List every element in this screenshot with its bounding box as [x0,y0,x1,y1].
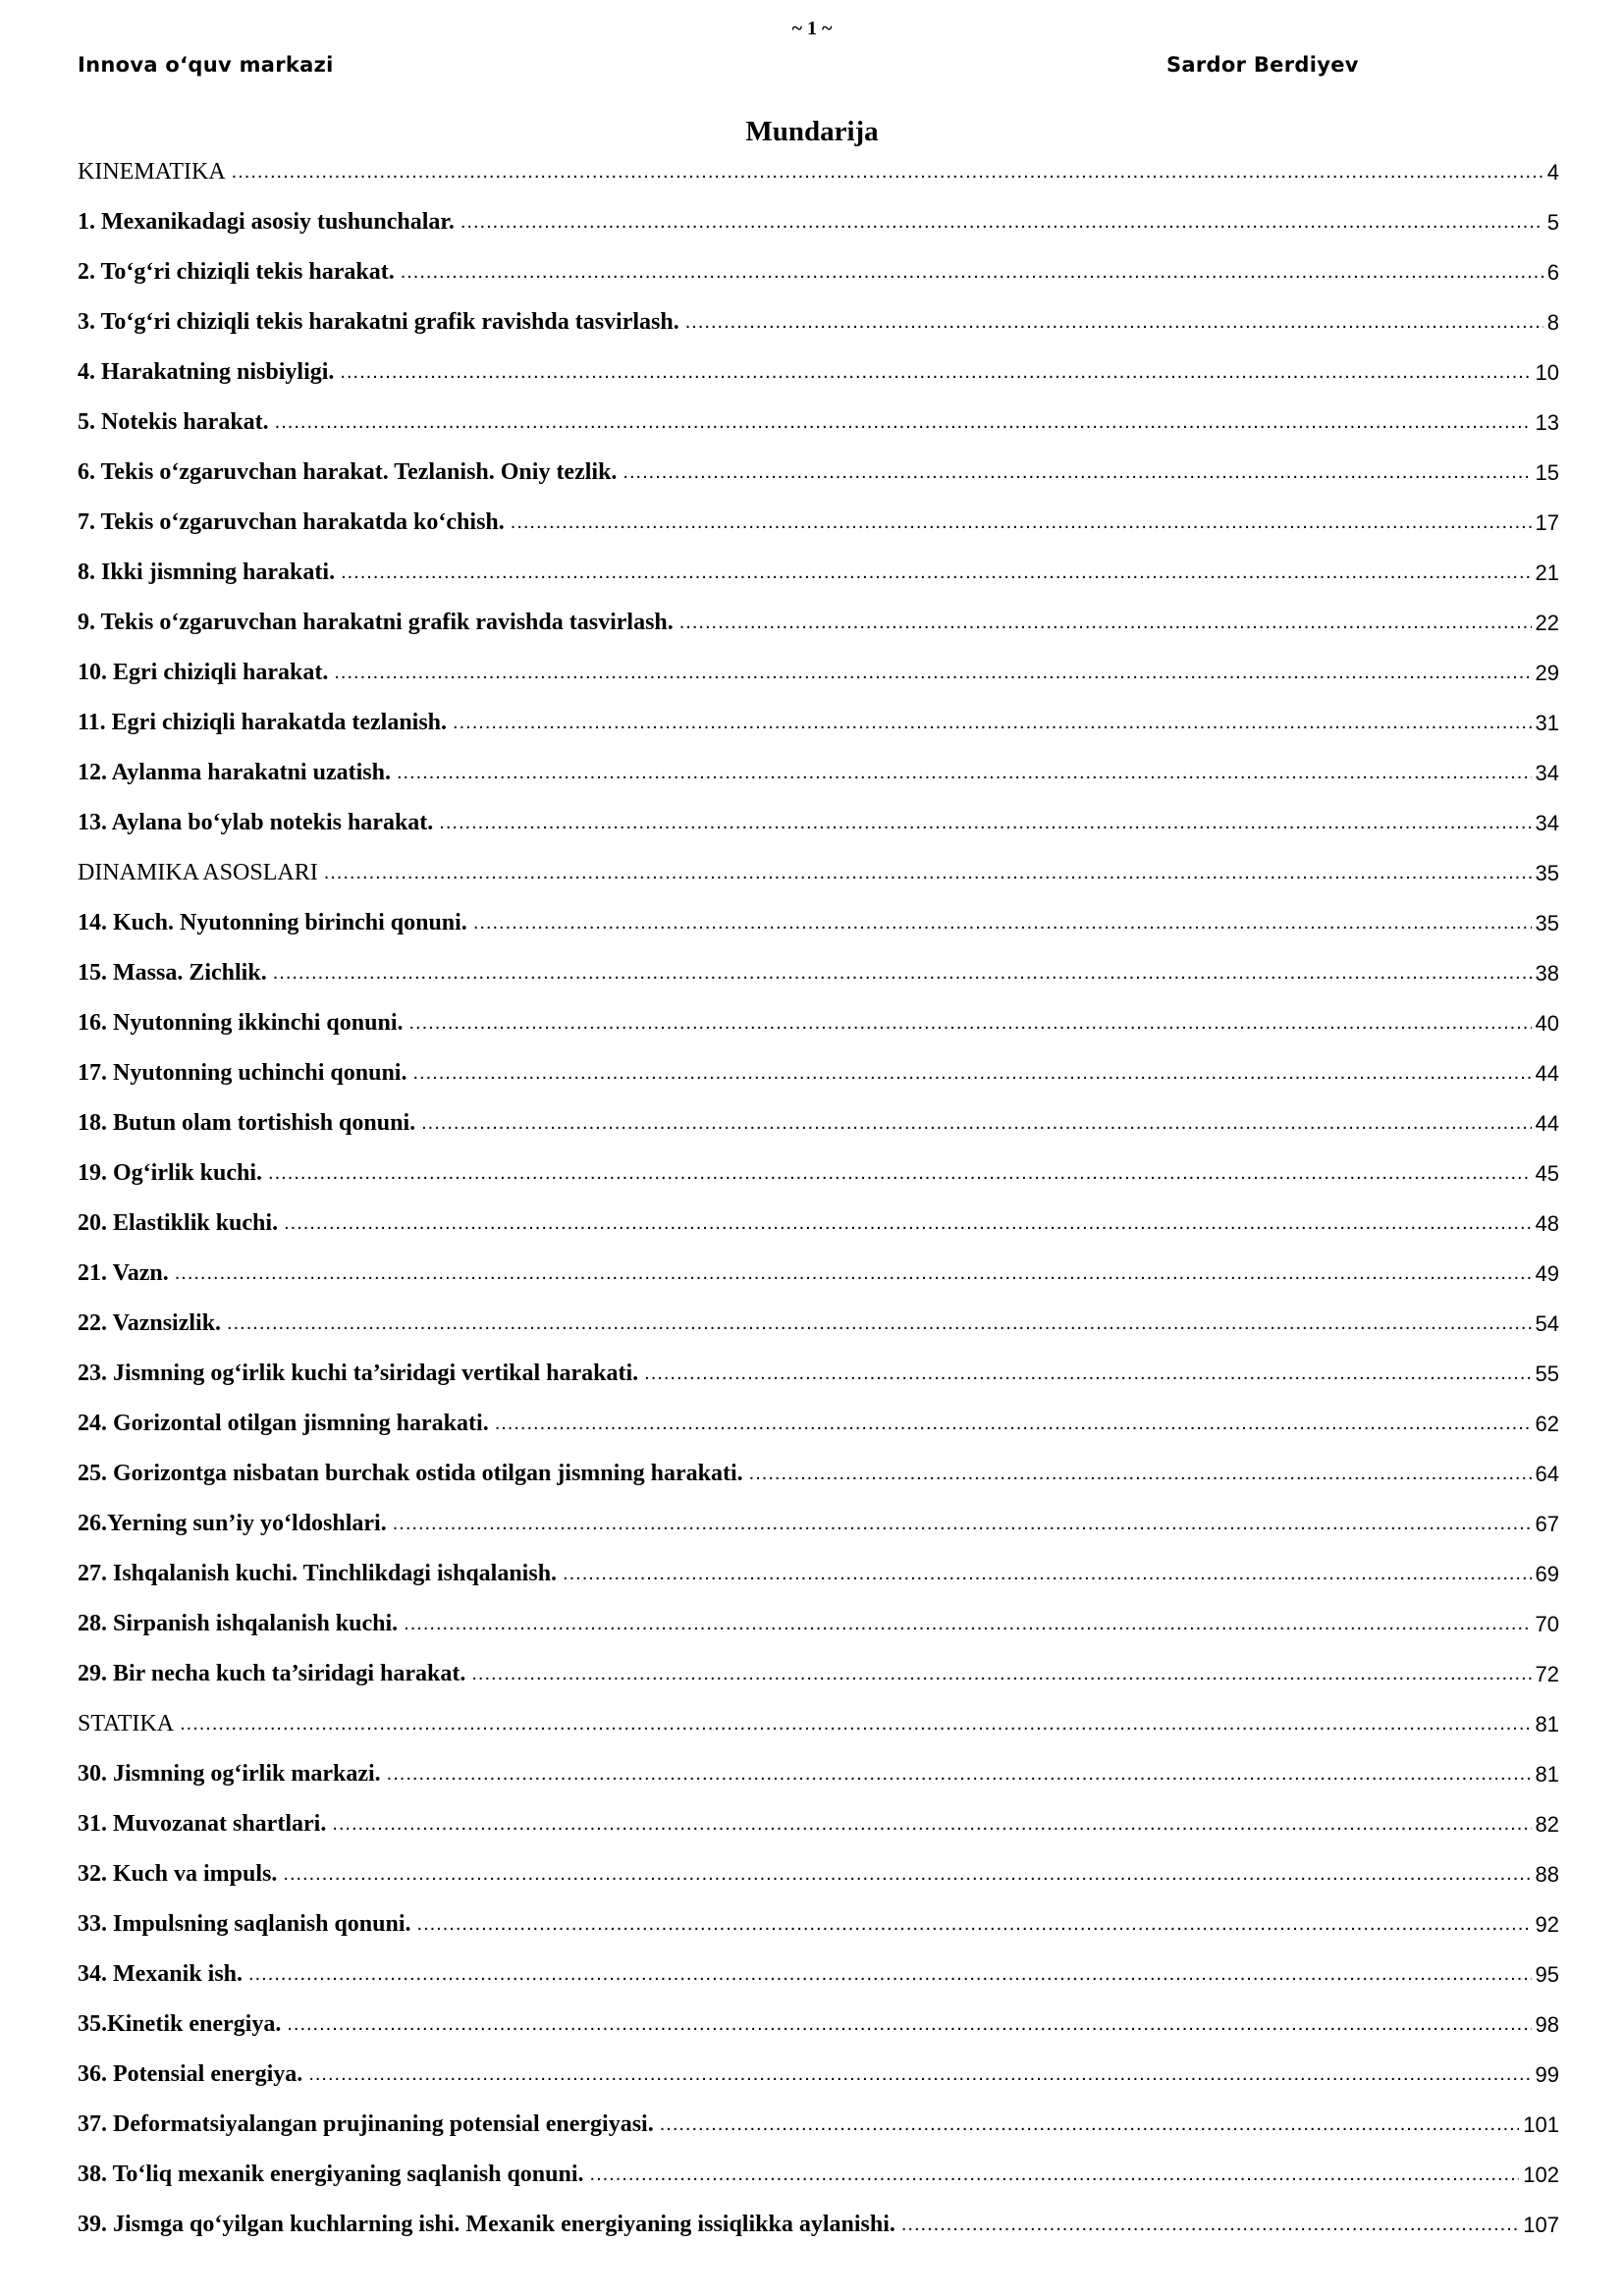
toc-entry[interactable] [78,1599,1559,1649]
toc-dot-leader [749,1463,1532,1485]
toc-entry[interactable] [78,798,1559,848]
toc-entry-title: 11. Egri chiziqli harakatda tezlanish. [78,710,448,735]
toc-entry-title: 37. Deformatsiyalangan prujinaning potensial energiyasi. [78,2111,654,2137]
toc-entry-title: 10. Egri chiziqli harakat. [78,660,329,685]
toc-page-number: 102 [1523,2162,1559,2187]
toc-entry[interactable] [78,1899,1559,1949]
toc-page-number: 8 [1546,309,1559,335]
toc-entry[interactable] [78,2150,1559,2200]
toc-dot-leader [439,812,1531,834]
toc-dot-leader [412,1062,1531,1085]
toc-page-number: 81 [1535,1711,1559,1736]
toc-entry[interactable] [78,347,1559,398]
toc-entry-title: 26.Yerning sun’iy yo‘ldoshlari. [78,1511,387,1536]
toc-page-number: 4 [1546,159,1559,185]
toc-page-number: 22 [1535,610,1559,635]
toc-dot-leader [685,311,1543,334]
toc-title: Mundarija [745,116,879,147]
toc-dot-leader [175,1262,1532,1285]
toc-dot-leader [511,511,1532,534]
toc-page-number: 101 [1523,2111,1559,2137]
toc-page-number: 55 [1535,1361,1559,1386]
toc-page-number: 82 [1535,1811,1559,1837]
toc-dot-leader [180,1713,1531,1735]
toc-page-number: 67 [1535,1511,1559,1536]
toc-entry[interactable] [78,598,1559,648]
toc-page-number: 49 [1535,1260,1559,1286]
toc-entry-title: 22. Vaznsizlik. [78,1310,222,1336]
toc-page-number: 62 [1535,1411,1559,1436]
toc-dot-leader [409,1012,1532,1035]
toc-dot-leader [341,561,1531,584]
toc-page-number: 13 [1535,409,1559,435]
toc-dot-leader [421,1112,1531,1135]
toc-entry[interactable] [78,548,1559,598]
toc-entry[interactable] [78,1098,1559,1148]
toc-dot-leader [287,2013,1531,2036]
toc-dot-leader [563,1563,1531,1585]
toc-entry[interactable] [78,1349,1559,1399]
toc-entry-title: 17. Nyutonning uchinchi qonuni. [78,1060,407,1086]
toc-entry-title: 32. Kuch va impuls. [78,1861,278,1887]
toc-page-number: 45 [1535,1160,1559,1186]
toc-entry[interactable] [78,2050,1559,2100]
toc-dot-leader [324,862,1532,884]
toc-dot-leader [232,161,1543,184]
toc-page-number: 35 [1535,910,1559,935]
toc-dot-leader [404,1613,1531,1635]
toc-page-number: 99 [1535,2061,1559,2087]
toc-entry[interactable] [78,1299,1559,1349]
toc-entry-title: 36. Potensial energiya. [78,2061,303,2087]
toc-entry-title: 12. Aylanma harakatni uzatish. [78,760,391,785]
toc-page-number: 44 [1535,1060,1559,1086]
toc-page-number: 21 [1535,560,1559,585]
toc-section-heading[interactable] [78,848,1559,898]
toc-entry[interactable] [78,748,1559,798]
toc-entry-title: 35.Kinetik energiya. [78,2011,282,2037]
toc-entry[interactable] [78,1749,1559,1799]
toc-dot-leader [623,461,1531,484]
toc-page-number: 6 [1546,259,1559,285]
toc-page-number: 44 [1535,1110,1559,1136]
toc-entry-title: 25. Gorizontga nisbatan burchak ostida otilgan jismning harakati. [78,1461,743,1486]
toc-entry[interactable] [78,1949,1559,2000]
toc-dot-leader [268,1162,1531,1185]
toc-entry-title: 18. Butun olam tortishish qonuni. [78,1110,416,1136]
toc-entry-title: 8. Ikki jismning harakati. [78,560,336,585]
header-org-name: Innova o‘quv markazi [78,53,334,77]
toc-entry[interactable] [78,698,1559,748]
toc-dot-leader [393,1513,1532,1535]
table-of-contents [78,147,1559,2250]
toc-entry-title: 19. Og‘irlik kuchi. [78,1160,263,1186]
toc-entry[interactable] [78,297,1559,347]
toc-dot-leader [248,1963,1531,1986]
toc-page-number: 72 [1535,1661,1559,1686]
toc-entry-title: 7. Tekis o‘zgaruvchan harakatda ko‘chish. [78,509,505,535]
toc-page-number: 5 [1546,209,1559,235]
toc-dot-leader [334,662,1531,684]
toc-entry-title: 27. Ishqalanish kuchi. Tinchlikdagi ishqalanish. [78,1561,558,1586]
toc-dot-leader [401,261,1543,284]
toc-page-number: 38 [1535,960,1559,986]
toc-section-heading[interactable] [78,147,1559,197]
toc-page-number: 31 [1535,710,1559,735]
toc-entry[interactable] [78,1549,1559,1599]
toc-page-number: 81 [1535,1761,1559,1787]
toc-entry[interactable] [78,1849,1559,1899]
page-number: ~ 1 ~ [791,18,833,39]
toc-dot-leader [284,1212,1531,1235]
toc-entry-title: 21. Vazn. [78,1260,169,1286]
toc-dot-leader [679,612,1532,634]
toc-entry-title: 30. Jismning og‘irlik markazi. [78,1761,381,1787]
toc-entry[interactable] [78,1399,1559,1449]
toc-dot-leader [471,1663,1531,1685]
toc-dot-leader [308,2063,1531,2086]
toc-entry[interactable] [78,197,1559,247]
toc-page-number: 35 [1535,860,1559,885]
toc-page-number: 40 [1535,1010,1559,1036]
toc-dot-leader [473,912,1532,934]
toc-dot-leader [453,712,1531,734]
toc-page-number: 92 [1535,1911,1559,1937]
toc-entry[interactable] [78,398,1559,448]
toc-entry[interactable] [78,2100,1559,2150]
toc-dot-leader [417,1913,1532,1936]
toc-page-number: 88 [1535,1861,1559,1887]
toc-entry-title: 13. Aylana bo‘ylab notekis harakat. [78,810,434,835]
toc-page-number: 70 [1535,1611,1559,1636]
toc-entry-title: 3. To‘g‘ri chiziqli tekis harakatni grafik ravishda tasvirlash. [78,309,679,335]
toc-entry-title: 29. Bir necha kuch ta’siridagi harakat. [78,1661,466,1686]
toc-entry-title: 23. Jismning og‘irlik kuchi ta’siridagi vertikal harakati. [78,1361,639,1386]
toc-dot-leader [590,2163,1520,2186]
toc-entry[interactable] [78,1449,1559,1499]
toc-page-number: 64 [1535,1461,1559,1486]
toc-page-number: 34 [1535,810,1559,835]
toc-entry-title: DINAMIKA ASOSLARI [78,860,318,885]
toc-entry-title: 33. Impulsning saqlanish qonuni. [78,1911,411,1937]
toc-page-number: 29 [1535,660,1559,685]
toc-entry[interactable] [78,1249,1559,1299]
toc-entry-title: 6. Tekis o‘zgaruvchan harakat. Tezlanish. Oniy tezlik. [78,459,618,485]
toc-page-number: 95 [1535,1961,1559,1987]
toc-entry[interactable] [78,2200,1559,2250]
toc-entry-title: 28. Sirpanish ishqalanish kuchi. [78,1611,399,1636]
toc-entry-title: 20. Elastiklik kuchi. [78,1210,279,1236]
toc-entry-title: 34. Mexanik ish. [78,1961,244,1987]
toc-entry-title: 4. Harakatning nisbiyligi. [78,359,335,385]
toc-dot-leader [397,762,1532,784]
toc-entry-title: 38. To‘liq mexanik energiyaning saqlanish qonuni. [78,2162,584,2187]
toc-entry-title: 5. Notekis harakat. [78,409,269,435]
toc-dot-leader [387,1763,1532,1786]
toc-entry-title: KINEMATIKA [78,159,226,185]
toc-page-number: 17 [1535,509,1559,535]
toc-entry[interactable] [78,898,1559,948]
toc-entry[interactable] [78,1199,1559,1249]
toc-entry-title: 16. Nyutonning ikkinchi qonuni. [78,1010,404,1036]
toc-entry[interactable] [78,1148,1559,1199]
toc-dot-leader [273,962,1532,985]
toc-dot-leader [660,2113,1520,2136]
toc-page-number: 34 [1535,760,1559,785]
toc-entry-title: 31. Muvozanat shartlari. [78,1811,327,1837]
toc-page-number: 10 [1535,359,1559,385]
toc-dot-leader [644,1362,1531,1385]
toc-dot-leader [283,1863,1531,1886]
toc-entry[interactable] [78,1649,1559,1699]
toc-entry-title: 39. Jismga qo‘yilgan kuchlarning ishi. Mexanik energiyaning issiqlikka aylanishi. [78,2212,895,2237]
toc-page-number: 48 [1535,1210,1559,1236]
toc-entry-title: 14. Kuch. Nyutonning birinchi qonuni. [78,910,467,935]
toc-entry[interactable] [78,648,1559,698]
header-author-name: Sardor Berdiyev [1166,53,1359,77]
toc-dot-leader [275,411,1532,434]
toc-dot-leader [460,211,1543,234]
toc-entry[interactable] [78,2000,1559,2050]
toc-entry-title: 1. Mexanikadagi asosiy tushunchalar. [78,209,455,235]
toc-entry[interactable] [78,247,1559,297]
toc-entry-title: 24. Gorizontal otilgan jismning harakati. [78,1411,489,1436]
toc-page-number: 107 [1523,2212,1559,2237]
toc-dot-leader [227,1312,1531,1335]
toc-dot-leader [340,361,1531,384]
toc-entry-title: 2. To‘g‘ri chiziqli tekis harakat. [78,259,395,285]
toc-entry[interactable] [78,1048,1559,1098]
toc-entry[interactable] [78,1799,1559,1849]
toc-page-number: 15 [1535,459,1559,485]
toc-entry[interactable] [78,1499,1559,1549]
toc-entry[interactable] [78,998,1559,1048]
toc-dot-leader [901,2214,1519,2236]
toc-entry-title: 15. Massa. Zichlik. [78,960,267,986]
toc-dot-leader [332,1813,1531,1836]
toc-entry-title: STATIKA [78,1711,175,1736]
toc-entry[interactable] [78,948,1559,998]
toc-page-number: 69 [1535,1561,1559,1586]
toc-section-heading[interactable] [78,1699,1559,1749]
toc-dot-leader [495,1413,1532,1435]
toc-page-number: 54 [1535,1310,1559,1336]
toc-entry-title: 9. Tekis o‘zgaruvchan harakatni grafik ravishda tasvirlash. [78,610,674,635]
toc-entry[interactable] [78,448,1559,498]
toc-page-number: 98 [1535,2011,1559,2037]
toc-entry[interactable] [78,498,1559,548]
